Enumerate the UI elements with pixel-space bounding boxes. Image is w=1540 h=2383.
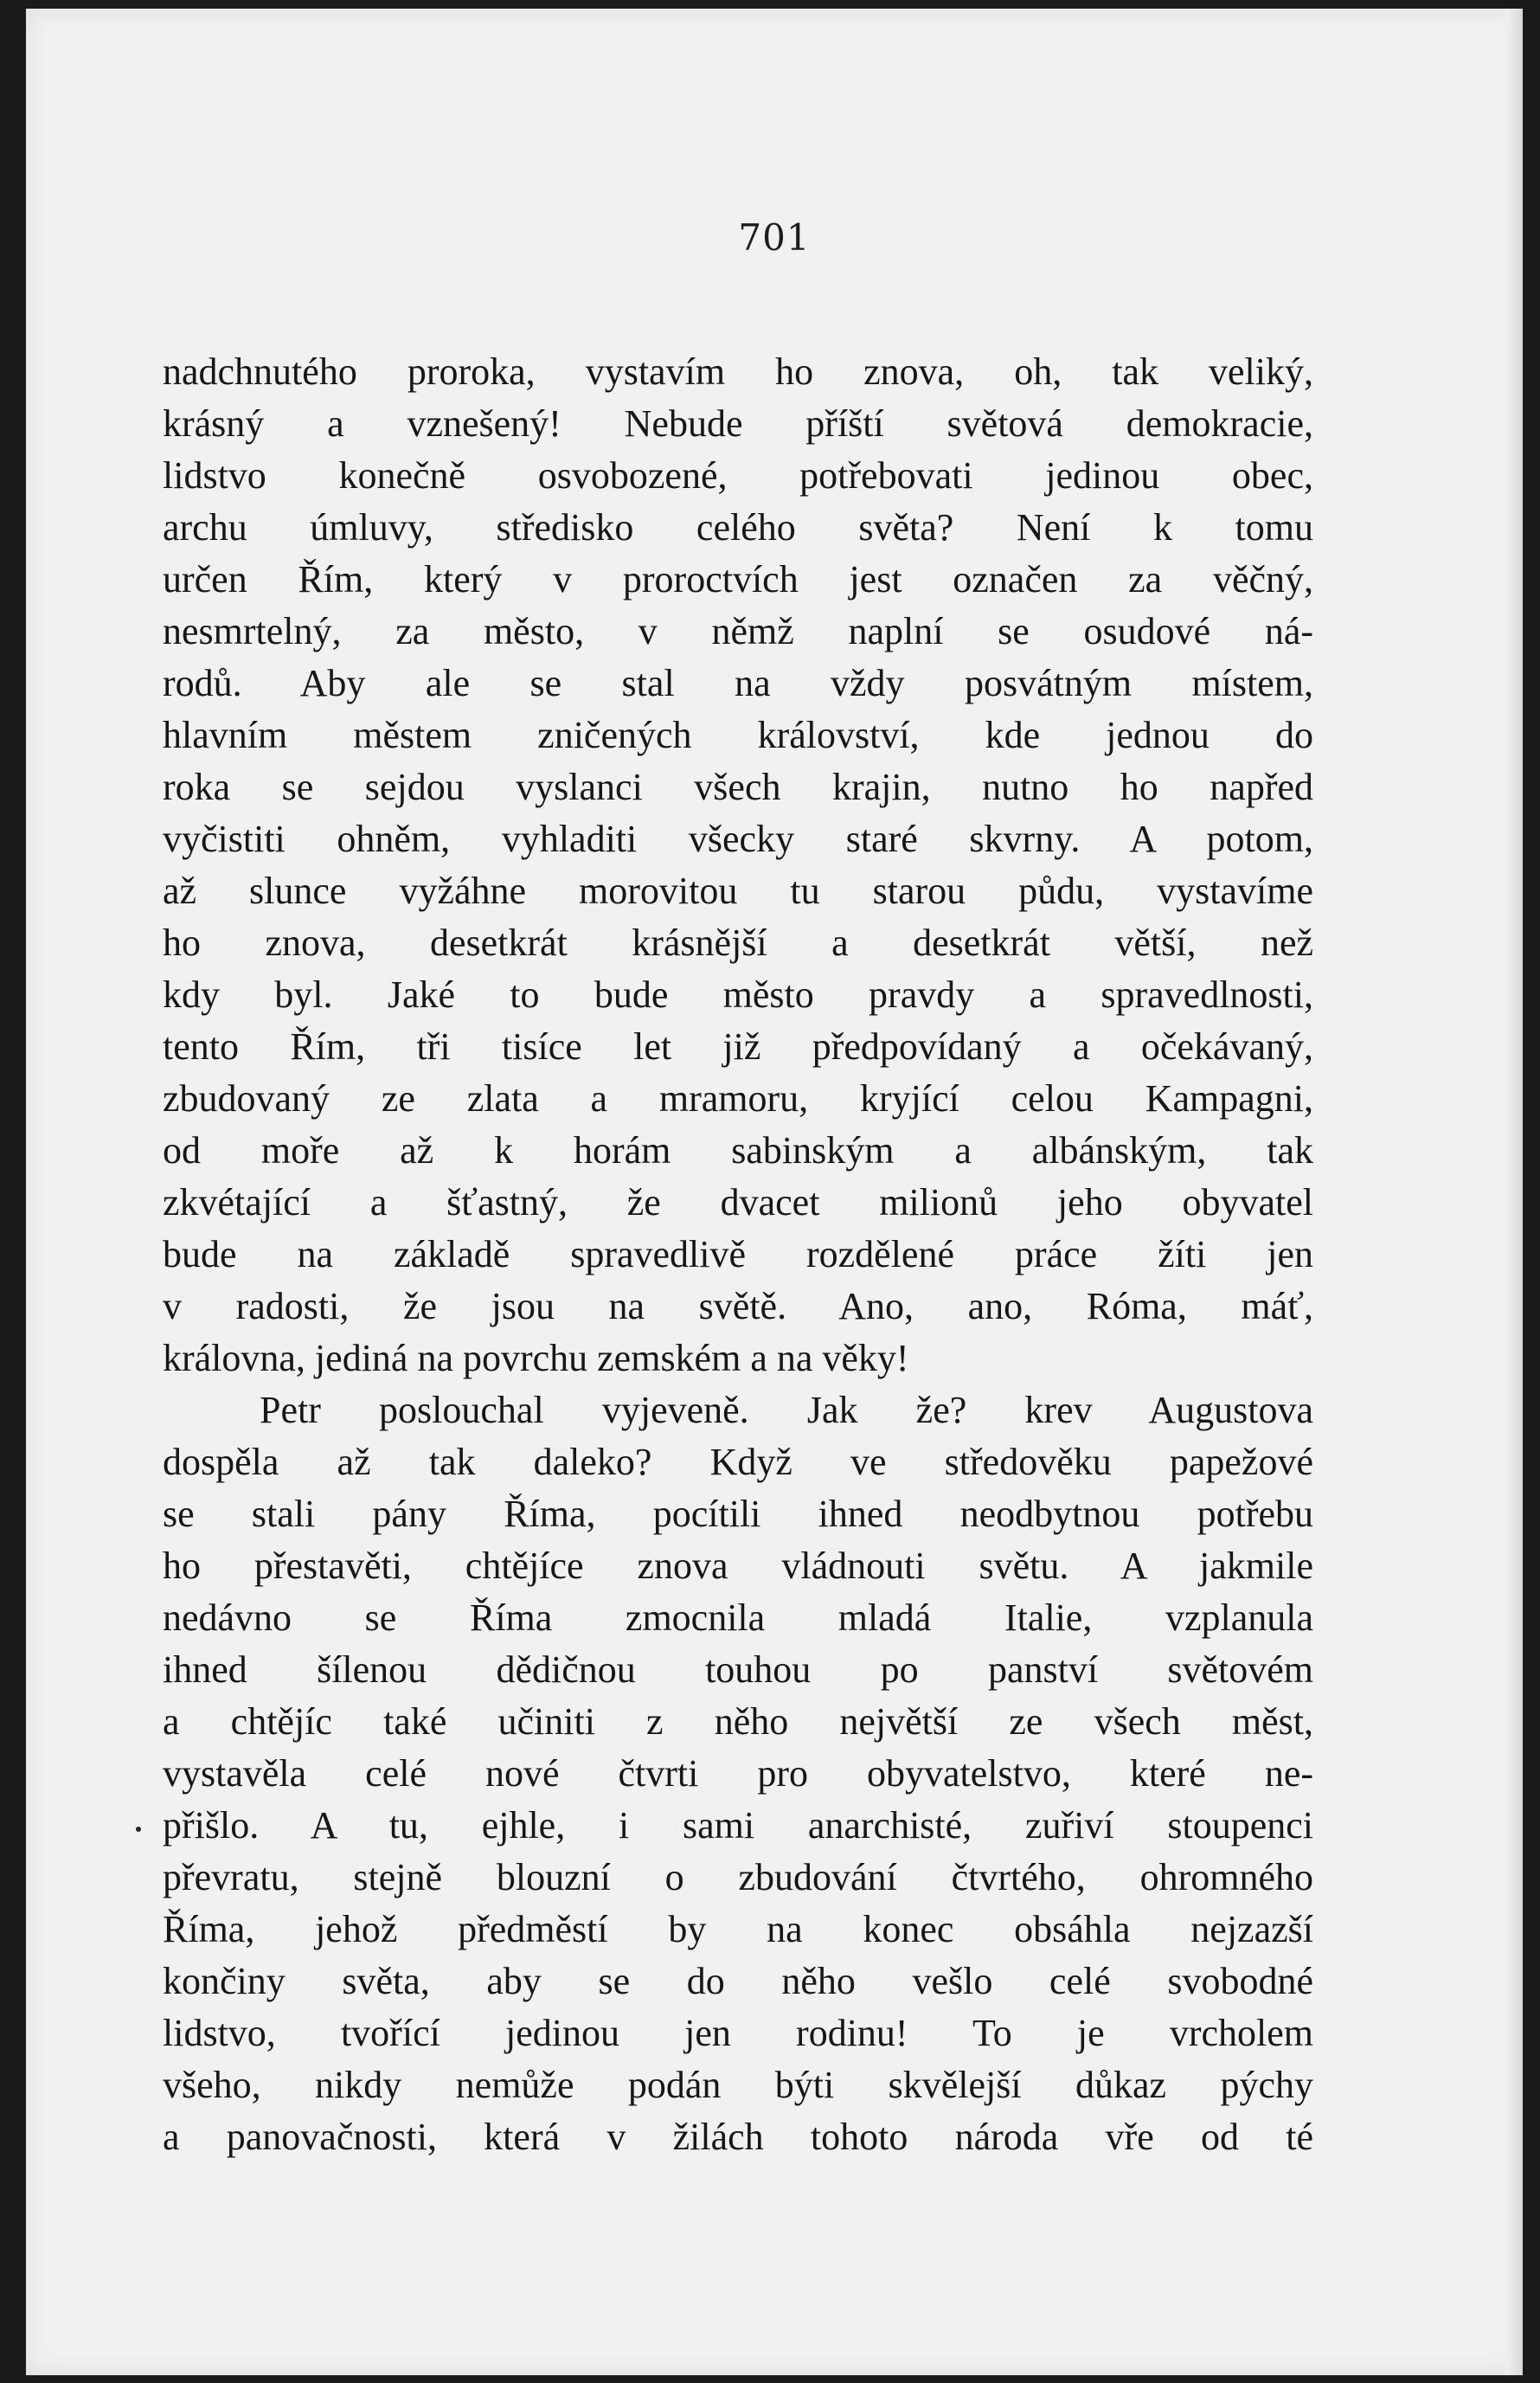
text-line: končiny světa, aby se do něho vešlo celé svobodné [163,1960,1313,2002]
text-line: Říma, jehož předměstí by na konec obsáhla nejzazší [163,1908,1313,1950]
text-line: kdy byl. Jaké to bude město pravdy a spravedlnosti, [163,973,1313,1016]
text-line: vystavěla celé nové čtvrti pro obyvatelstvo, které ne- [163,1752,1313,1795]
text-line: nadchnutého proroka, vystavím ho znova, oh, tak veliký, [163,350,1313,393]
text-line: a chtějíc také učiniti z něho největší ze všech měst, [163,1700,1313,1743]
book-page [26,9,1523,2375]
text-line: nesmrtelný, za město, v němž naplní se osudové ná- [163,610,1313,652]
text-line: rodů. Aby ale se stal na vždy posvátným místem, [163,662,1313,704]
text-line: tento Řím, tři tisíce let již předpovídaný a očekávaný, [163,1025,1313,1068]
text-line: všeho, nikdy nemůže podán býti skvělejší důkaz pýchy [163,2064,1313,2106]
text-line: krásný a vznešený! Nebude příští světová demokracie, [163,402,1313,445]
text-line: převratu, stejně blouzní o zbudování čtvrtého, ohromného [163,1856,1313,1898]
text-line: zbudovaný ze zlata a mramoru, kryjící celou Kampagni, [163,1077,1313,1120]
text-line: bude na základě spravedlivě rozdělené práce žíti jen [163,1233,1313,1275]
text-line: až slunce vyžáhne morovitou tu starou půdu, vystavíme [163,870,1313,912]
body-text [163,346,1313,2163]
text-line: nedávno se Říma zmocnila mladá Italie, vzplanula [163,1596,1313,1639]
text-line: zkvétající a šťastný, že dvacet milionů jeho obyvatel [163,1181,1313,1224]
page-number: 701 [738,216,811,259]
text-line: roka se sejdou vyslanci všech krajin, nutno ho napřed [163,766,1313,808]
page-edge [1505,9,1523,2375]
margin-speck [136,1827,141,1832]
text-line: přišlo. A tu, ejhle, i sami anarchisté, zuřiví stoupenci [163,1804,1313,1847]
text-line: v radosti, že jsou na světě. Ano, ano, Róma, máť, [163,1285,1313,1327]
text-line: lidstvo, tvořící jedinou jen rodinu! To je vrcholem [163,2012,1313,2054]
text-line: královna, jediná na povrchu zemském a na věky! [163,1337,909,1379]
text-line: vyčistiti ohněm, vyhladiti všecky staré skvrny. A potom, [163,818,1313,860]
text-line: určen Řím, který v proroctvích jest označen za věčný, [163,558,1313,601]
text-line: Petr poslouchal vyjeveně. Jak že? krev Augustova [260,1389,1313,1431]
text-line: dospěla až tak daleko? Když ve středověku papežové [163,1441,1313,1483]
text-line: od moře až k horám sabinským a albánským, tak [163,1129,1313,1172]
text-line: hlavním městem zničených království, kde jednou do [163,714,1313,756]
text-line: a panovačnosti, která v žilách tohoto národa vře od té [163,2116,1313,2158]
text-line: ho přestavěti, chtějíce znova vládnouti světu. A jakmile [163,1545,1313,1587]
text-line: lidstvo konečně osvobozené, potřebovati jedinou obec, [163,454,1313,497]
text-line: archu úmluvy, středisko celého světa? Není k tomu [163,506,1313,549]
text-line: ho znova, desetkrát krásnější a desetkrát větší, než [163,922,1313,964]
text-line: se stali pány Říma, pocítili ihned neodbytnou potřebu [163,1493,1313,1535]
text-line: ihned šílenou dědičnou touhou po panství světovém [163,1648,1313,1691]
